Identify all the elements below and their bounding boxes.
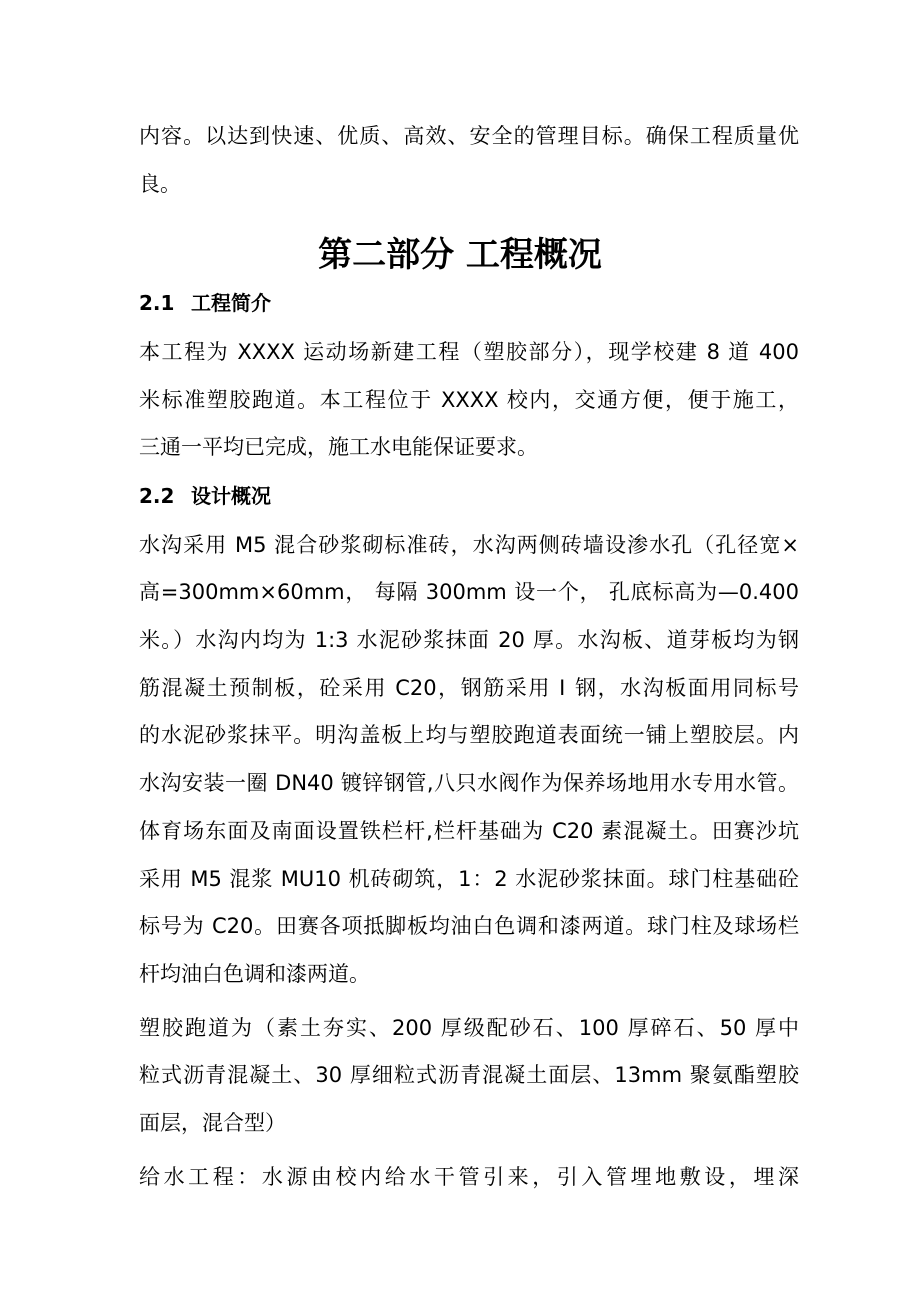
section-2-2-line-2: 高=300mm×60mm， 每隔 300mm 设一个， 孔底标高为—0.400 <box>139 580 799 604</box>
section-2-2-line-9: 标号为 C20。田赛各项抵脚板均油白色调和漆两道。球门柱及球场栏 <box>139 914 799 938</box>
section-2-2-line-7: 体育场东面及南面设置铁栏杆,栏杆基础为 C20 素混凝土。田赛沙坑 <box>139 819 799 843</box>
section-2-2-line-6: 水沟安装一圈 DN40 镀锌钢管,八只水阀作为保养场地用水专用水管。 <box>139 771 799 795</box>
section-2-1-line-3: 三通一平均已完成，施工水电能保证要求。 <box>139 435 538 459</box>
part-title: 第二部分 工程概况 <box>318 235 602 275</box>
section-2-1-line-1: 本工程为 XXXX 运动场新建工程（塑胶部分），现学校建 8 道 400 <box>139 340 799 364</box>
section-2-2-line-13: 面层，混合型） <box>139 1111 286 1135</box>
section-number: 2.2 <box>139 484 175 508</box>
section-2-2-line-8: 采用 M5 混浆 MU10 机砖砌筑，1：2 水泥砂浆抹面。球门柱基础砼 <box>139 867 799 891</box>
section-2-2-line-3: 米。）水沟内均为 1:3 水泥砂浆抹面 20 厚。水沟板、道芽板均为钢 <box>139 628 799 652</box>
carryover-line-1: 内容。以达到快速、优质、高效、安全的管理目标。确保工程质量优 <box>139 124 799 148</box>
carryover-line-2: 良。 <box>139 172 181 196</box>
section-heading-2-1 <box>139 288 271 318</box>
section-number: 2.1 <box>139 291 175 315</box>
section-2-2-line-5: 的水泥砂浆抹平。明沟盖板上均与塑胶跑道表面统一铺上塑胶层。内 <box>139 723 799 747</box>
section-2-2-line-14: 给水工程：水源由校内给水干管引来，引入管埋地敷设，埋深 <box>139 1165 799 1189</box>
section-title: 工程简介 <box>191 291 271 315</box>
section-2-2-line-10: 杆均油白色调和漆两道。 <box>139 962 370 986</box>
section-2-2-line-4: 筋混凝土预制板，砼采用 C20，钢筋采用 Ⅰ 钢，水沟板面用同标号 <box>139 676 799 700</box>
section-2-2-line-12: 粒式沥青混凝土、30 厚细粒式沥青混凝土面层、13mm 聚氨酯塑胶 <box>139 1063 799 1087</box>
section-heading-2-2 <box>139 481 271 511</box>
section-2-1-line-2: 米标准塑胶跑道。本工程位于 XXXX 校内，交通方便，便于施工， <box>139 388 799 412</box>
section-title: 设计概况 <box>191 484 271 508</box>
section-2-2-line-1: 水沟采用 M5 混合砂浆砌标准砖，水沟两侧砖墙设渗水孔（孔径宽× <box>139 533 799 557</box>
section-2-2-line-11: 塑胶跑道为（素土夯实、200 厚级配砂石、100 厚碎石、50 厚中 <box>139 1016 799 1040</box>
